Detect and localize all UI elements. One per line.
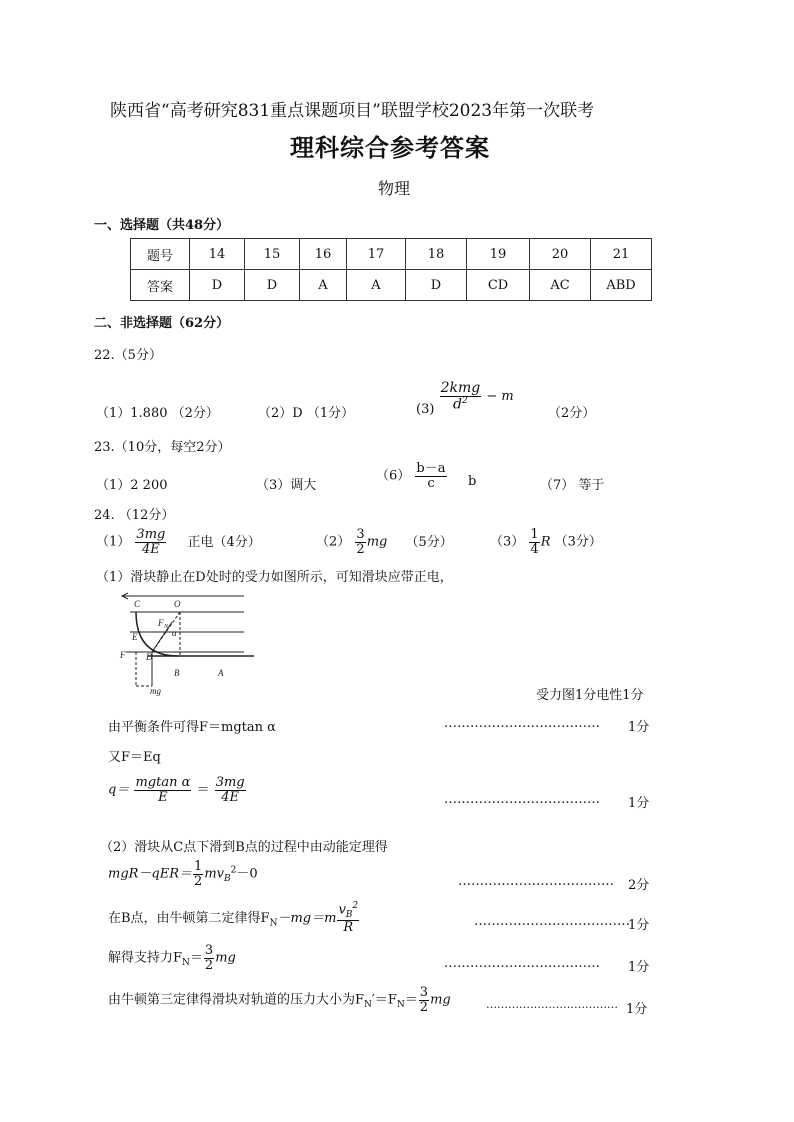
- label-FN-sub: N: [164, 624, 169, 630]
- table-cell: 答案: [131, 270, 190, 301]
- fraction-numerator: mgtan α: [135, 775, 191, 790]
- step-score: 1分: [628, 720, 650, 735]
- q24-a3-score: （3分）: [554, 534, 602, 550]
- q24-a2-label: （2）: [316, 534, 351, 550]
- label-B: B: [174, 668, 180, 678]
- q22-answer-3: [416, 376, 514, 417]
- fraction-denominator: 2: [194, 873, 203, 889]
- step-charge: [108, 776, 247, 804]
- newton3-fraction: [419, 986, 429, 1014]
- superscript: 2: [230, 865, 237, 876]
- section1-title: 一、选择题（共48分）: [94, 218, 230, 233]
- equals-sign: ＝: [196, 782, 210, 798]
- equals-sign: ＝: [404, 992, 418, 1008]
- step-newton-second: [108, 902, 360, 935]
- table-cell: D: [245, 270, 300, 301]
- q24-a2-tail: mg: [366, 534, 388, 550]
- table-cell: 20: [530, 239, 591, 270]
- q23-answer-b: b: [468, 474, 477, 489]
- fraction-numerator: b－a: [416, 461, 446, 476]
- subscript: N: [182, 958, 190, 969]
- q23-answer-3: （3）调大: [256, 478, 317, 493]
- q23-a6-label: （6）: [376, 468, 411, 484]
- charge-fraction-2: [215, 776, 246, 804]
- newton2-fraction: [337, 902, 359, 935]
- q24-a1-fraction: [135, 528, 166, 556]
- fraction-denominator: R: [343, 920, 354, 936]
- fraction-numerator: 3mg: [215, 775, 245, 790]
- force-diagram: [118, 590, 258, 700]
- newton3-left: 由牛顿第三定律得滑块对轨道的压力大小为F: [108, 992, 365, 1008]
- fraction-numerator: 3: [419, 985, 429, 1000]
- support-tail: mg: [215, 950, 236, 966]
- table-cell: 16: [300, 239, 347, 270]
- label-F: F: [120, 650, 126, 660]
- label-FN: F: [158, 618, 164, 628]
- q22-heading: 22.（5分）: [94, 348, 162, 363]
- label-O: O: [174, 599, 181, 609]
- subscript: N: [396, 1000, 405, 1011]
- energy-tail: －0: [236, 866, 258, 882]
- label-A: A: [218, 668, 224, 678]
- table-cell: 17: [347, 239, 406, 270]
- q22-a3-fraction: [440, 381, 482, 412]
- table-cell: 15: [245, 239, 300, 270]
- table-row: [131, 239, 652, 270]
- newton3-mid: ′＝F: [371, 992, 397, 1008]
- fraction-denominator: c: [427, 475, 435, 491]
- step-score: 1分: [628, 918, 650, 933]
- q24-answer-1: [96, 528, 261, 556]
- q24-answer-3: [490, 528, 602, 556]
- energy-fraction: [193, 860, 203, 888]
- fraction-numerator: 1: [530, 527, 539, 542]
- energy-right: mv: [204, 866, 224, 882]
- newton2-mid: －mg＝m: [277, 911, 337, 926]
- fraction-denominator: 2: [204, 957, 214, 973]
- superscript: 2: [462, 395, 468, 406]
- dot-leader: ………………………………: [486, 998, 618, 1011]
- label-D: D: [146, 652, 153, 662]
- subscript: B: [224, 874, 231, 885]
- q22-answer-1: （1）1.880 （2分）: [96, 406, 219, 421]
- q23-a6-fraction: [415, 462, 446, 490]
- table-cell: 18: [406, 239, 467, 270]
- answer-table: [130, 238, 652, 301]
- step-score: 1分: [628, 960, 650, 975]
- figure-score-note: 受力图1分电性1分: [536, 688, 644, 703]
- equals-sign: ＝: [189, 950, 203, 966]
- table-cell: AC: [530, 270, 591, 301]
- dot-leader: ………………………………: [458, 874, 614, 889]
- step-score: 1分: [628, 796, 650, 811]
- fraction-numerator: 3: [356, 527, 365, 542]
- q22-a3-label: (3): [416, 402, 435, 417]
- table-cell: D: [406, 270, 467, 301]
- q24-part2-text: （2）滑块从C点下滑到B点的过程中由动能定理得: [100, 840, 388, 855]
- label-mg: mg: [150, 686, 161, 696]
- fraction-denominator: 2: [419, 999, 429, 1015]
- subscript: B: [345, 909, 353, 920]
- table-row: [131, 270, 652, 301]
- q23-answer-6: [376, 462, 448, 490]
- fraction-numerator: 1: [194, 859, 203, 874]
- support-left: 解得支持力F: [108, 950, 183, 966]
- q24-a3-tail: R: [540, 534, 551, 550]
- section2-title: 二、非选择题（62分）: [94, 316, 230, 331]
- page-title: 理科综合参考答案: [290, 133, 490, 162]
- step-energy: [108, 860, 258, 888]
- subject-title: 物理: [378, 179, 411, 198]
- q23-answer-1: （1）2 200: [96, 478, 168, 493]
- q24-part1-text: （1）滑块静止在D处时的受力如图所示，可知滑块应带正电，: [96, 570, 453, 585]
- fraction-denominator: d: [453, 396, 462, 413]
- q24-a3-fraction: [529, 528, 539, 556]
- newton3-tail: mg: [430, 992, 451, 1008]
- step-force-relation: 又F＝Eq: [108, 750, 161, 765]
- fraction-denominator: E: [158, 789, 168, 805]
- dot-leader: ………………………………: [444, 792, 600, 807]
- support-fraction: [204, 944, 214, 972]
- q24-a2-fraction: [355, 528, 365, 556]
- q24-a2-score: （5分）: [405, 534, 453, 550]
- fraction-denominator: 4E: [221, 789, 240, 805]
- label-E: E: [132, 632, 138, 642]
- q23-answer-7: （7） 等于: [540, 478, 605, 493]
- q24-answer-2: [316, 528, 453, 556]
- table-cell: CD: [467, 270, 530, 301]
- subscript: N: [364, 1000, 372, 1011]
- q22-a3-score: （2分）: [548, 406, 596, 421]
- table-cell: A: [347, 270, 406, 301]
- q22-a3-tail: − m: [486, 389, 514, 404]
- q23-heading: 23.（10分，每空2分）: [94, 440, 231, 455]
- fraction-denominator: 2: [356, 541, 365, 557]
- table-cell: A: [300, 270, 347, 301]
- fraction-denominator: 4E: [142, 541, 160, 557]
- step-support-force: [108, 944, 236, 972]
- label-C: C: [134, 599, 141, 609]
- charge-fraction-1: [134, 776, 191, 804]
- superscript: 2: [352, 901, 359, 911]
- step-equilibrium: 由平衡条件可得F＝mgtan α: [108, 720, 276, 735]
- table-cell: 题号: [131, 239, 190, 270]
- fraction-numerator: v: [338, 902, 346, 918]
- q24-a1-tail: 正电（4分）: [187, 534, 261, 550]
- step-charge-q: q＝: [108, 782, 130, 798]
- dot-leader: ………………………………: [444, 956, 600, 971]
- fraction-numerator: 3mg: [136, 527, 166, 542]
- q24-a1-label: （1）: [96, 534, 131, 550]
- exam-heading: 陕西省“高考研究831重点课题项目”联盟学校2023年第一次联考: [110, 101, 595, 121]
- newton2-left: 在B点，由牛顿第二定律得F: [108, 911, 270, 926]
- table-cell: 14: [190, 239, 245, 270]
- table-cell: ABD: [591, 270, 652, 301]
- label-alpha: α: [172, 628, 177, 638]
- q24-a3-label: （3）: [490, 534, 525, 550]
- table-cell: 19: [467, 239, 530, 270]
- step-score: 1分: [626, 1002, 648, 1017]
- dot-leader: ………………………………: [474, 914, 630, 929]
- subscript: N: [269, 918, 278, 929]
- table-cell: 21: [591, 239, 652, 270]
- fraction-numerator: 3: [204, 943, 214, 958]
- q22-answer-2: （2）D （1分）: [258, 406, 355, 421]
- energy-left: mgR－qER＝: [108, 866, 193, 882]
- dot-leader: ………………………………: [444, 716, 600, 731]
- step-score: 2分: [628, 878, 650, 893]
- step-newton-third: [108, 986, 451, 1014]
- fraction-denominator: 4: [530, 541, 539, 557]
- q24-heading: 24. （12分）: [94, 508, 175, 523]
- table-cell: D: [190, 270, 245, 301]
- fraction-numerator: 2kmg: [440, 379, 481, 396]
